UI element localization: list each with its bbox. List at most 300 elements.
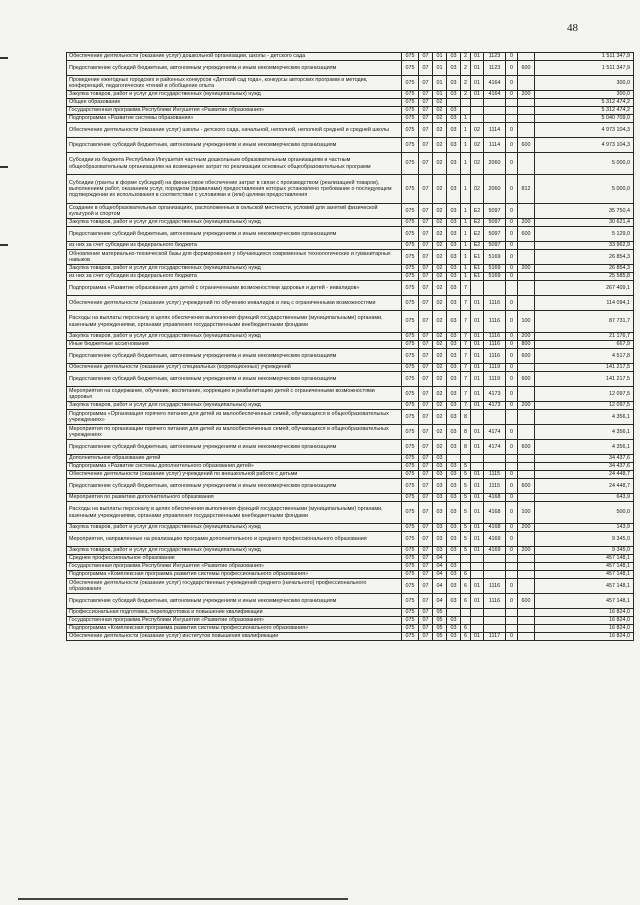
code-cell: 07 — [419, 76, 433, 91]
code-cell: 5 — [461, 502, 471, 524]
code-cell: 07 — [419, 296, 433, 311]
code-cell — [484, 617, 506, 625]
row-label: Государственная программа Республики Ингушетия «Развитие образования» — [67, 107, 402, 115]
code-cell: 05 — [433, 633, 447, 641]
code-cell: 0 — [506, 219, 518, 227]
table-row — [67, 99, 634, 107]
code-cell: 03 — [447, 372, 461, 387]
code-cell: 5169 — [484, 273, 506, 281]
table-row — [67, 609, 634, 617]
code-cell: 03 — [447, 633, 461, 641]
code-cell: 1 — [461, 123, 471, 138]
code-cell: 02 — [433, 387, 447, 402]
code-cell: 03 — [433, 455, 447, 463]
code-cell: 075 — [402, 311, 419, 333]
row-label: Обеспечение деятельности (оказание услуг) дошкольной организации, школы - детского сада — [67, 53, 402, 61]
code-cell: 02 — [433, 296, 447, 311]
amount-cell: 5 000,0 — [535, 175, 634, 204]
code-cell: 075 — [402, 609, 419, 617]
row-label: Государственная программа Республики Ингушетия «Развитие образования» — [67, 617, 402, 625]
code-cell: 02 — [433, 341, 447, 349]
amount-cell: 457 148,1 — [535, 563, 634, 571]
table-row — [67, 425, 634, 440]
code-cell: 7 — [461, 333, 471, 341]
code-cell: 4169 — [484, 532, 506, 547]
code-cell: 07 — [419, 204, 433, 219]
code-cell: 07 — [419, 175, 433, 204]
code-cell: 01 — [471, 532, 484, 547]
code-cell: 03 — [447, 219, 461, 227]
code-cell: 02 — [471, 123, 484, 138]
code-cell — [471, 99, 484, 107]
code-cell: 075 — [402, 440, 419, 455]
row-label: Закупка товаров, работ и услуг для государственных (муниципальных) нужд — [67, 219, 402, 227]
code-cell: 1 — [461, 204, 471, 219]
code-cell: 5169 — [484, 250, 506, 265]
code-cell: E2 — [471, 227, 484, 242]
code-cell: 0 — [506, 153, 518, 175]
code-cell: 01 — [471, 91, 484, 99]
code-cell: 075 — [402, 625, 419, 633]
code-cell: 02 — [433, 440, 447, 455]
amount-cell: 4 356,1 — [535, 425, 634, 440]
code-cell: 07 — [419, 265, 433, 273]
code-cell: 075 — [402, 502, 419, 524]
code-cell: 03 — [447, 479, 461, 494]
code-cell: E1 — [471, 273, 484, 281]
code-cell: 0 — [506, 594, 518, 609]
code-cell: 5 — [461, 524, 471, 532]
code-cell — [506, 410, 518, 425]
code-cell: 01 — [471, 524, 484, 532]
code-cell: 07 — [419, 463, 433, 471]
code-cell: 02 — [433, 265, 447, 273]
code-cell: 03 — [447, 250, 461, 265]
code-cell: 05 — [433, 609, 447, 617]
code-cell: 075 — [402, 617, 419, 625]
code-cell: 1115 — [484, 479, 506, 494]
code-cell: 02 — [433, 115, 447, 123]
table-row — [67, 333, 634, 341]
code-cell: 8 — [461, 440, 471, 455]
code-cell: 03 — [447, 53, 461, 61]
code-cell: 03 — [447, 563, 461, 571]
code-cell: 03 — [447, 311, 461, 333]
table-row — [67, 76, 634, 91]
code-cell: 075 — [402, 61, 419, 76]
code-cell: 07 — [419, 372, 433, 387]
amount-cell: 30 621,4 — [535, 219, 634, 227]
code-cell: 02 — [433, 153, 447, 175]
code-cell: 075 — [402, 99, 419, 107]
code-cell: 7 — [461, 341, 471, 349]
code-cell — [484, 410, 506, 425]
code-cell: 01 — [471, 440, 484, 455]
table-row — [67, 281, 634, 296]
code-cell: 075 — [402, 341, 419, 349]
code-cell: 01 — [471, 311, 484, 333]
code-cell: 075 — [402, 410, 419, 425]
code-cell: 03 — [447, 115, 461, 123]
code-cell: 01 — [433, 76, 447, 91]
code-cell — [518, 242, 535, 250]
row-label: из них за счет субсидии из федерального бюджета — [67, 273, 402, 281]
code-cell: 01 — [471, 349, 484, 364]
code-cell: 01 — [471, 76, 484, 91]
code-cell — [506, 99, 518, 107]
code-cell — [518, 494, 535, 502]
code-cell: 07 — [419, 99, 433, 107]
code-cell — [518, 76, 535, 91]
row-label: Закупка товаров, работ и услуг для государственных (муниципальных) нужд — [67, 91, 402, 99]
code-cell — [518, 364, 535, 372]
code-cell: 600 — [518, 479, 535, 494]
code-cell: 03 — [447, 138, 461, 153]
code-cell — [518, 579, 535, 594]
code-cell — [518, 563, 535, 571]
code-cell: 0 — [506, 633, 518, 641]
code-cell: 2060 — [484, 175, 506, 204]
table-row — [67, 349, 634, 364]
code-cell: 03 — [447, 502, 461, 524]
code-cell: 4173 — [484, 387, 506, 402]
code-cell: E2 — [471, 242, 484, 250]
amount-cell: 457 148,1 — [535, 571, 634, 579]
code-cell — [484, 563, 506, 571]
code-cell: 05 — [433, 617, 447, 625]
code-cell: 0 — [506, 175, 518, 204]
code-cell: 02 — [433, 107, 447, 115]
amount-cell: 4 973 104,3 — [535, 138, 634, 153]
code-cell: 03 — [447, 594, 461, 609]
row-label: Обеспечение деятельности (оказание услуг) учреждений по обучению инвалидов и лиц с ограниченными возможностями — [67, 296, 402, 311]
row-label: Субсидии (гранты в форме субсидий) на финансовое обеспечение затрат в связи с производством (реализацией товаров), выполнением работ, оказанием услуг, порядком (правилами) предоставления которых установлено требование о последующем подтверждении их использования в соответствии с условиями и (или) целями предоставления — [67, 175, 402, 204]
code-cell: 01 — [471, 53, 484, 61]
code-cell: 2 — [461, 53, 471, 61]
code-cell: 5097 — [484, 219, 506, 227]
code-cell: 1123 — [484, 61, 506, 76]
code-cell: 075 — [402, 372, 419, 387]
code-cell: 03 — [447, 625, 461, 633]
code-cell: 03 — [447, 532, 461, 547]
code-cell: 7 — [461, 364, 471, 372]
code-cell: 03 — [447, 617, 461, 625]
code-cell: 0 — [506, 479, 518, 494]
code-cell — [518, 471, 535, 479]
code-cell: 075 — [402, 579, 419, 594]
code-cell: 0 — [506, 296, 518, 311]
code-cell: 07 — [419, 625, 433, 633]
code-cell: 02 — [433, 138, 447, 153]
code-cell: 0 — [506, 265, 518, 273]
code-cell: 02 — [433, 250, 447, 265]
table-row — [67, 463, 634, 471]
code-cell: 6 — [461, 625, 471, 633]
code-cell: 07 — [419, 425, 433, 440]
code-cell — [518, 273, 535, 281]
code-cell: 100 — [518, 311, 535, 333]
code-cell: 0 — [506, 227, 518, 242]
code-cell: 03 — [433, 524, 447, 532]
code-cell: 075 — [402, 563, 419, 571]
amount-cell: 141 217,5 — [535, 372, 634, 387]
table-row — [67, 364, 634, 372]
code-cell: 03 — [447, 227, 461, 242]
code-cell: 075 — [402, 594, 419, 609]
code-cell: E1 — [471, 265, 484, 273]
code-cell: 600 — [518, 138, 535, 153]
code-cell — [518, 463, 535, 471]
code-cell: 0 — [506, 242, 518, 250]
code-cell: 1116 — [484, 311, 506, 333]
code-cell: 075 — [402, 455, 419, 463]
code-cell: 1 — [461, 115, 471, 123]
code-cell: 075 — [402, 494, 419, 502]
amount-cell: 24 448,7 — [535, 479, 634, 494]
code-cell: 1 — [461, 242, 471, 250]
code-cell: 200 — [518, 547, 535, 555]
code-cell: 01 — [471, 502, 484, 524]
code-cell: 0 — [506, 138, 518, 153]
code-cell: 1123 — [484, 53, 506, 61]
code-cell: 03 — [447, 91, 461, 99]
table-row — [67, 625, 634, 633]
amount-cell: 4 356,1 — [535, 410, 634, 425]
code-cell: 01 — [471, 387, 484, 402]
code-cell: 03 — [447, 579, 461, 594]
table-row — [67, 153, 634, 175]
amount-cell: 5 000,0 — [535, 153, 634, 175]
code-cell — [518, 455, 535, 463]
row-label: Иные бюджетные ассигнования — [67, 341, 402, 349]
code-cell: 4174 — [484, 425, 506, 440]
code-cell — [518, 296, 535, 311]
code-cell: 02 — [433, 333, 447, 341]
code-cell: 03 — [447, 273, 461, 281]
code-cell: 07 — [419, 440, 433, 455]
code-cell: 02 — [471, 138, 484, 153]
table-row — [67, 91, 634, 99]
code-cell: 07 — [419, 91, 433, 99]
code-cell: 0 — [506, 333, 518, 341]
code-cell: 075 — [402, 479, 419, 494]
table-row — [67, 571, 634, 579]
code-cell: 0 — [506, 387, 518, 402]
code-cell: 075 — [402, 107, 419, 115]
code-cell: 075 — [402, 387, 419, 402]
code-cell: 03 — [447, 494, 461, 502]
code-cell: 075 — [402, 138, 419, 153]
row-label: Закупка товаров, работ и услуг для государственных (муниципальных) нужд — [67, 333, 402, 341]
code-cell — [518, 532, 535, 547]
code-cell: 02 — [433, 204, 447, 219]
code-cell: 200 — [518, 219, 535, 227]
code-cell — [506, 625, 518, 633]
amount-cell: 33 962,9 — [535, 242, 634, 250]
code-cell: 600 — [518, 440, 535, 455]
table-row — [67, 440, 634, 455]
code-cell: 4174 — [484, 440, 506, 455]
code-cell: 5 — [461, 532, 471, 547]
code-cell: 0 — [506, 91, 518, 99]
row-label: Подпрограмма «Комплексная программа развития системы профессионального образования» — [67, 571, 402, 579]
code-cell: 07 — [419, 281, 433, 296]
code-cell — [471, 455, 484, 463]
table-row — [67, 53, 634, 61]
code-cell: 0 — [506, 273, 518, 281]
amount-cell: 143,9 — [535, 524, 634, 532]
code-cell: 6 — [461, 571, 471, 579]
code-cell: 03 — [447, 410, 461, 425]
code-cell: 07 — [419, 609, 433, 617]
code-cell: 03 — [447, 175, 461, 204]
code-cell: 07 — [419, 524, 433, 532]
code-cell: 03 — [447, 349, 461, 364]
code-cell: 2 — [461, 76, 471, 91]
scan-edge-line — [18, 898, 348, 900]
code-cell — [484, 107, 506, 115]
code-cell: 0 — [506, 123, 518, 138]
code-cell: 1119 — [484, 364, 506, 372]
code-cell — [518, 107, 535, 115]
code-cell: 03 — [447, 107, 461, 115]
code-cell: 200 — [518, 524, 535, 532]
amount-cell: 457 148,1 — [535, 594, 634, 609]
code-cell — [518, 99, 535, 107]
code-cell: 03 — [447, 571, 461, 579]
margin-mark — [0, 166, 8, 168]
code-cell: 075 — [402, 524, 419, 532]
table-row — [67, 341, 634, 349]
table-row — [67, 242, 634, 250]
code-cell — [518, 53, 535, 61]
code-cell: 03 — [447, 463, 461, 471]
table-row — [67, 524, 634, 532]
amount-cell: 300,0 — [535, 76, 634, 91]
code-cell — [484, 625, 506, 633]
row-label: Обеспечение деятельности (оказание услуг) специальных (коррекционных) учреждений — [67, 364, 402, 372]
amount-cell: 4 356,1 — [535, 440, 634, 455]
amount-cell: 21 176,7 — [535, 333, 634, 341]
code-cell: 07 — [419, 219, 433, 227]
code-cell: 075 — [402, 425, 419, 440]
code-cell: 03 — [447, 440, 461, 455]
code-cell: 075 — [402, 296, 419, 311]
code-cell: 07 — [419, 633, 433, 641]
code-cell: 8 — [461, 410, 471, 425]
table-row — [67, 273, 634, 281]
code-cell — [471, 281, 484, 296]
code-cell: 01 — [471, 372, 484, 387]
table-row — [67, 502, 634, 524]
table-row — [67, 250, 634, 265]
code-cell: 02 — [433, 273, 447, 281]
table-row — [67, 402, 634, 410]
amount-cell: 5 312 474,2 — [535, 99, 634, 107]
code-cell: 04 — [433, 579, 447, 594]
row-label: Подпрограмма «Развитие системы образования» — [67, 115, 402, 123]
code-cell: 5 — [461, 479, 471, 494]
code-cell: 812 — [518, 175, 535, 204]
code-cell: 075 — [402, 281, 419, 296]
code-cell — [484, 455, 506, 463]
row-label: Предоставление субсидий бюджетным, автономным учреждениям и иным некоммерческим организациям — [67, 372, 402, 387]
code-cell: 01 — [471, 547, 484, 555]
code-cell: 1116 — [484, 333, 506, 341]
code-cell — [518, 250, 535, 265]
code-cell: 200 — [518, 91, 535, 99]
code-cell: 0 — [506, 547, 518, 555]
budget-table-body — [67, 53, 634, 641]
amount-cell: 5 129,0 — [535, 227, 634, 242]
code-cell: 200 — [518, 402, 535, 410]
code-cell: 07 — [419, 341, 433, 349]
code-cell: 07 — [419, 273, 433, 281]
code-cell: 7 — [461, 281, 471, 296]
code-cell — [471, 563, 484, 571]
code-cell: 07 — [419, 115, 433, 123]
code-cell — [447, 455, 461, 463]
code-cell: 05 — [433, 625, 447, 633]
code-cell — [518, 617, 535, 625]
code-cell — [518, 204, 535, 219]
code-cell: 07 — [419, 250, 433, 265]
code-cell: 07 — [419, 107, 433, 115]
code-cell: 075 — [402, 471, 419, 479]
row-label: Предоставление субсидий бюджетным, автономным учреждениям и иным некоммерческим организациям — [67, 138, 402, 153]
table-row — [67, 555, 634, 563]
code-cell: 1 — [461, 227, 471, 242]
code-cell: 2 — [461, 61, 471, 76]
code-cell: 0 — [506, 471, 518, 479]
code-cell: 03 — [447, 387, 461, 402]
code-cell: 03 — [447, 425, 461, 440]
table-row — [67, 107, 634, 115]
code-cell — [484, 463, 506, 471]
code-cell: 600 — [518, 61, 535, 76]
row-label: Государственная программа Республики Ингушетия «Развитие образования» — [67, 563, 402, 571]
code-cell — [471, 115, 484, 123]
code-cell: 03 — [447, 524, 461, 532]
code-cell: 1 — [461, 138, 471, 153]
table-row — [67, 494, 634, 502]
code-cell: 02 — [433, 281, 447, 296]
code-cell: 800 — [518, 341, 535, 349]
code-cell: 1 — [461, 250, 471, 265]
row-label: Расходы на выплаты персоналу в целях обеспечения выполнения функций государственными (муниципальными) органами, казенными учреждениями, органами управления государственными внебюджетными фондами — [67, 311, 402, 333]
code-cell: 1116 — [484, 349, 506, 364]
amount-cell: 4 517,8 — [535, 349, 634, 364]
code-cell: 075 — [402, 555, 419, 563]
code-cell: 075 — [402, 547, 419, 555]
amount-cell: 500,0 — [535, 502, 634, 524]
code-cell: 02 — [471, 175, 484, 204]
row-label: из них за счет субсидии из федерального бюджета — [67, 242, 402, 250]
code-cell: 03 — [447, 333, 461, 341]
code-cell: 03 — [447, 123, 461, 138]
row-label: Закупка товаров, работ и услуг для государственных (муниципальных) нужд — [67, 402, 402, 410]
code-cell: 02 — [433, 99, 447, 107]
code-cell: 0 — [506, 61, 518, 76]
code-cell: 07 — [419, 494, 433, 502]
code-cell: 01 — [471, 341, 484, 349]
amount-cell: 267 409,1 — [535, 281, 634, 296]
code-cell: 0 — [506, 425, 518, 440]
code-cell: 01 — [471, 633, 484, 641]
code-cell — [447, 555, 461, 563]
code-cell: 5 — [461, 463, 471, 471]
margin-mark — [0, 57, 8, 59]
